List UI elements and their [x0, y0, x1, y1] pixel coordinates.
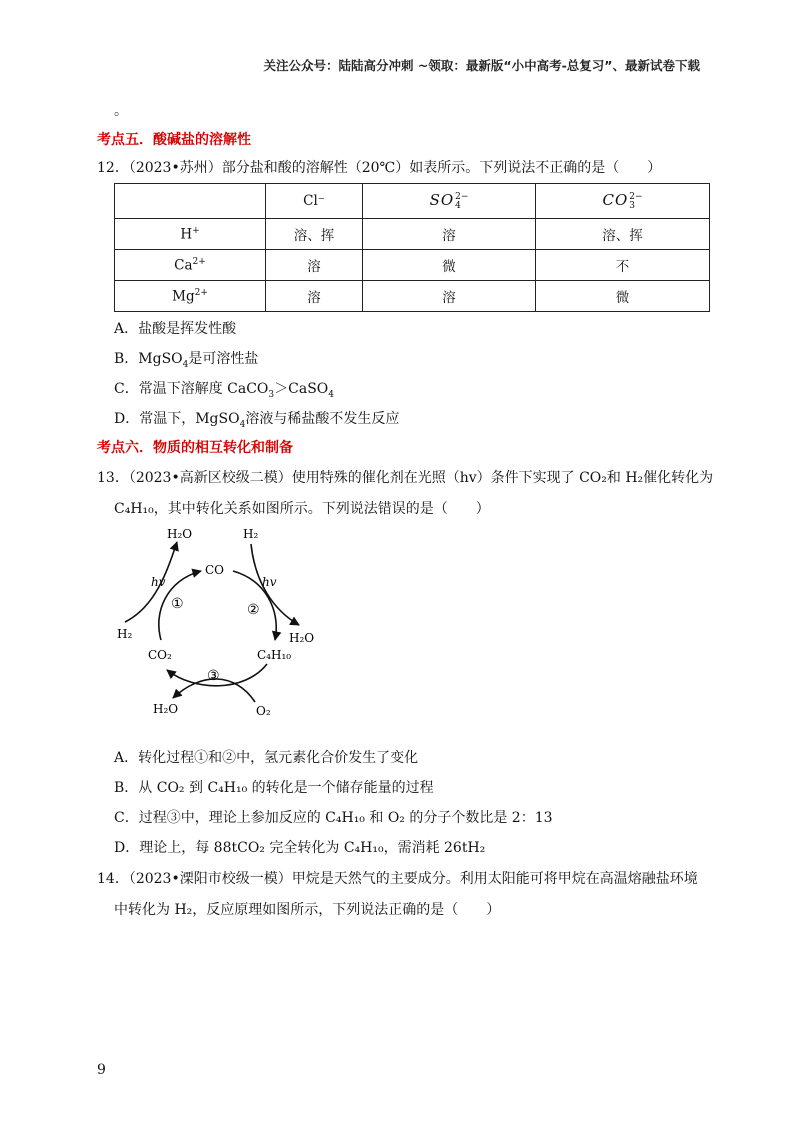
label-h2o-bottom: H₂O [153, 702, 179, 716]
column-head-sulfate [363, 184, 536, 219]
conversion-cycle-diagram [105, 522, 345, 722]
table-header-row [115, 184, 710, 219]
label-h2-left: H₂ [117, 627, 133, 641]
label-co: CO [205, 563, 225, 577]
option-text: ＞CaSO [274, 381, 329, 397]
q12-option-b [114, 348, 258, 370]
table-cell: 不 [536, 250, 710, 281]
question-text: （2023•溧阳市校级一模）甲烷是天然气的主要成分。利用太阳能可将甲烷在高温熔融盐环境 [128, 871, 698, 887]
q13-option-c: C．过程③中，理论上参加反应的 C₄H₁₀ 和 O₂ 的分子个数比是 2：13 [114, 810, 553, 826]
question-13-stem-line1 [97, 467, 713, 487]
label-hv-left: hv [151, 575, 166, 589]
label-c4h10: C₄H₁₀ [257, 648, 292, 662]
leading-mark: 。 [114, 103, 128, 119]
table-cell: 溶 [363, 219, 536, 250]
ion-symbol: Mg [172, 288, 195, 305]
label-h2-top: H₂ [243, 527, 259, 541]
question-14-stem-line1 [97, 868, 698, 888]
option-text: B．MgSO [114, 351, 183, 367]
page-number: 9 [97, 1062, 106, 1078]
label-h2o-top: H₂O [167, 527, 193, 541]
q12-option-d [114, 408, 399, 430]
question-number: 12． [97, 160, 129, 176]
column-head-chloride: Cl⁻ [266, 184, 363, 219]
q12-option-a: A．盐酸是挥发性酸 [114, 321, 237, 337]
solubility-table [114, 183, 710, 312]
carbonate-ion-symbol: CO [602, 191, 629, 210]
subscript: 4 [182, 359, 189, 370]
question-12-stem [97, 157, 661, 177]
option-text: 是可溶性盐 [188, 351, 259, 367]
carbonate-charge: 2− [629, 191, 643, 202]
label-h2o-right: H₂O [289, 631, 315, 645]
table-cell: 溶 [266, 281, 363, 312]
q13-option-a: A．转化过程①和②中，氢元素化合价发生了变化 [114, 750, 419, 766]
question-text: （2023•苏州）部分盐和酸的溶解性（20℃）如表所示。下列说法不正确的是（ ） [128, 160, 662, 176]
option-text: D．常温下，MgSO [114, 411, 240, 427]
sulfate-charge: 2− [455, 191, 469, 202]
table-cell: 溶、挥 [266, 219, 363, 250]
table-cell: 溶 [266, 250, 363, 281]
section-5-title: 考点五．酸碱盐的溶解性 [97, 132, 251, 148]
ion-symbol: H [180, 226, 193, 243]
row-head-magnesium [115, 281, 266, 312]
ion-charge: + [192, 225, 200, 236]
q13-option-b: B．从 CO₂ 到 C₄H₁₀ 的转化是一个储存能量的过程 [114, 780, 434, 796]
page-header: 关注公众号：陆陆高分冲刺 ~领取：最新版“小中高考-总复习”、最新试卷下载 [263, 58, 700, 73]
q13-option-d: D．理论上，每 88tCO₂ 完全转化为 C₄H₁₀，需消耗 26tH₂ [114, 840, 486, 856]
subscript: 4 [239, 419, 246, 430]
column-head-carbonate [536, 184, 710, 219]
table-cell: 微 [536, 281, 710, 312]
table-row [115, 281, 710, 312]
label-step-3: ③ [207, 668, 220, 684]
row-head-calcium [115, 250, 266, 281]
section-6-title: 考点六．物质的相互转化和制备 [97, 440, 293, 456]
q12-option-c [114, 378, 334, 400]
table-cell: 溶、挥 [536, 219, 710, 250]
label-o2-bottom: O₂ [256, 704, 271, 718]
ion-charge: 2+ [194, 287, 208, 298]
table-row [115, 250, 710, 281]
subscript: 3 [268, 389, 275, 400]
option-text: C．常温下溶解度 CaCO [114, 381, 269, 397]
ion-symbol: Ca [174, 257, 193, 274]
label-step-2: ② [247, 602, 260, 618]
label-hv-right: hv [262, 575, 277, 589]
table-corner-cell [115, 184, 266, 219]
ion-charge: 2+ [192, 256, 206, 267]
table-cell: 微 [363, 250, 536, 281]
question-13-stem-line2: C₄H₁₀，其中转化关系如图所示。下列说法错误的是（ ） [114, 501, 490, 517]
table-cell: 溶 [363, 281, 536, 312]
option-text: 溶液与稀盐酸不发生反应 [245, 411, 400, 427]
label-step-1: ① [171, 596, 184, 612]
question-number: 13． [97, 470, 129, 486]
question-14-stem-line2: 中转化为 H₂，反应原理如图所示，下列说法正确的是（ ） [114, 902, 501, 918]
question-text: （2023•高新区校级二模）使用特殊的催化剂在光照（hv）条件下实现了 CO₂和 H₂催化转化为 [128, 470, 714, 486]
row-head-hydrogen [115, 219, 266, 250]
sulfate-ion-symbol: SO [429, 191, 455, 210]
label-co2: CO₂ [148, 648, 172, 662]
table-row [115, 219, 710, 250]
subscript: 4 [328, 389, 335, 400]
sulfate-subscript: 4 [455, 200, 461, 211]
question-number: 14． [97, 871, 129, 887]
carbonate-subscript: 3 [629, 200, 635, 211]
